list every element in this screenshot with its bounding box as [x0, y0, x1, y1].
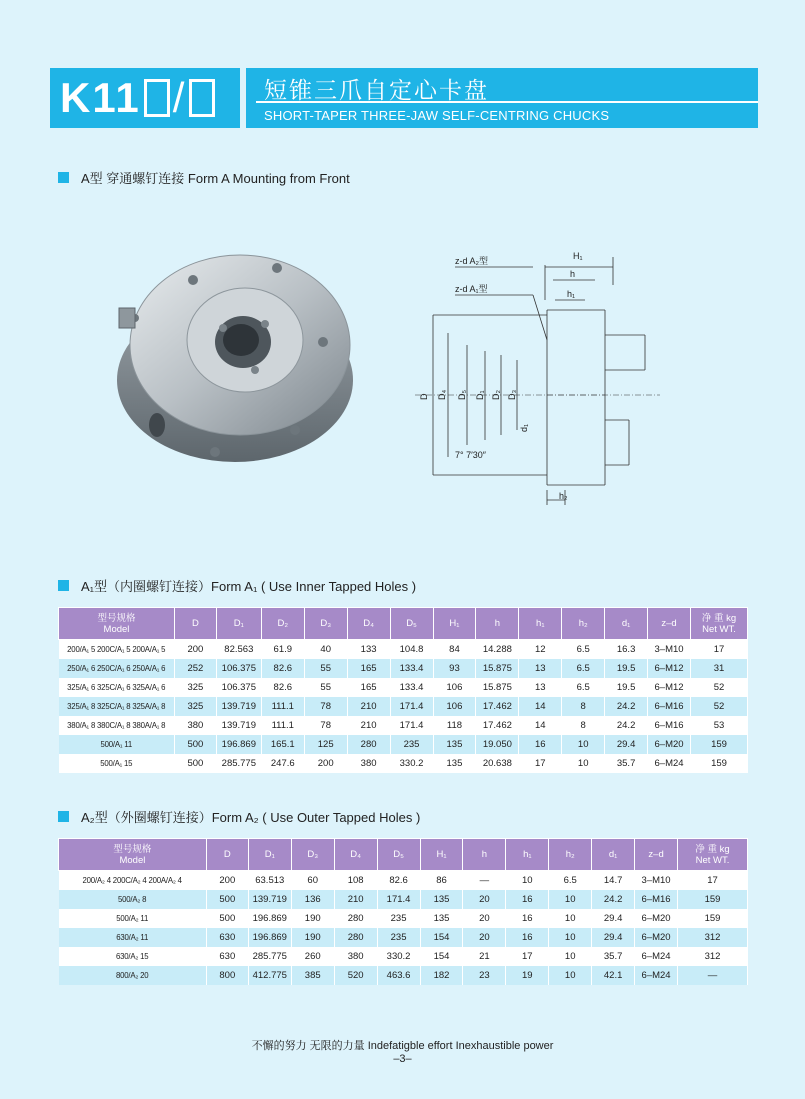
value-cell: 10	[549, 966, 592, 985]
value-cell: 55	[304, 678, 347, 697]
value-cell: 190	[291, 928, 334, 947]
page-title-en: SHORT-TAPER THREE-JAW SELF-CENTRING CHUCKS	[264, 108, 610, 123]
model-cell: 380/A₁ 8 380C/A₁ 8 380A/A₁ 8	[59, 716, 175, 735]
value-cell: 385	[291, 966, 334, 985]
value-cell: 235	[377, 909, 420, 928]
table-header-row	[59, 608, 748, 640]
value-cell: 6.5	[562, 640, 605, 659]
value-cell: 14	[519, 697, 562, 716]
table-row	[59, 909, 748, 928]
value-cell: 171.4	[377, 890, 420, 909]
value-cell: 165	[347, 659, 390, 678]
col-D3: D₃	[304, 608, 347, 640]
value-cell: 17	[691, 640, 748, 659]
col-D1: D₁	[216, 608, 261, 640]
dim-D2: D₂	[491, 390, 501, 400]
table-row	[59, 735, 748, 754]
value-cell: 24.2	[592, 890, 635, 909]
model-cell: 325/A₁ 8 325C/A₁ 8 325A/A₁ 8	[59, 697, 175, 716]
value-cell: 171.4	[390, 697, 433, 716]
value-cell: 15.875	[476, 659, 519, 678]
value-cell: 82.6	[377, 871, 420, 890]
value-cell: 82.563	[216, 640, 261, 659]
value-cell: 19.5	[605, 678, 648, 697]
model-cell: 630/A₂ 11	[59, 928, 207, 947]
value-cell: 6–M16	[648, 716, 691, 735]
value-cell: 260	[291, 947, 334, 966]
value-cell: 16.3	[605, 640, 648, 659]
value-cell: 78	[304, 697, 347, 716]
value-cell: 106	[433, 697, 476, 716]
value-cell: 136	[291, 890, 334, 909]
dim-h: h	[570, 269, 576, 279]
value-cell: 17	[678, 871, 748, 890]
value-cell: 10	[506, 871, 549, 890]
value-cell: 106	[433, 678, 476, 697]
label-za1: z-d A₁型	[455, 284, 488, 294]
col-D: D	[174, 608, 216, 640]
col-H1: H₁	[433, 608, 476, 640]
value-cell: 20.638	[476, 754, 519, 773]
col-D5: D₅	[390, 608, 433, 640]
placeholder-box-icon	[189, 79, 215, 117]
value-cell: 10	[549, 947, 592, 966]
value-cell: 6–M16	[648, 697, 691, 716]
section-heading-form-a	[58, 168, 350, 187]
col-h1: h₁	[506, 839, 549, 871]
model-cell: 200/A₂ 4 200C/A₂ 4 200A/A₂ 4	[59, 871, 207, 890]
value-cell: 412.775	[248, 966, 291, 985]
chuck-technical-drawing	[415, 245, 665, 510]
value-cell: 139.719	[216, 716, 261, 735]
value-cell: 135	[420, 909, 463, 928]
value-cell: 200	[304, 754, 347, 773]
value-cell: 24.2	[605, 716, 648, 735]
value-cell: 14.288	[476, 640, 519, 659]
col-D4: D₄	[334, 839, 377, 871]
value-cell: 330.2	[390, 754, 433, 773]
value-cell: 63.513	[248, 871, 291, 890]
value-cell: 20	[463, 928, 506, 947]
value-cell: 118	[433, 716, 476, 735]
value-cell: 108	[334, 871, 377, 890]
model-code-prefix: K11	[60, 74, 141, 121]
model-cell: 630/A₂ 15	[59, 947, 207, 966]
value-cell: 520	[334, 966, 377, 985]
value-cell: 29.4	[592, 928, 635, 947]
value-cell: 104.8	[390, 640, 433, 659]
placeholder-box-icon	[144, 79, 170, 117]
value-cell: 252	[174, 659, 216, 678]
col-d1: d₁	[605, 608, 648, 640]
value-cell: 14.7	[592, 871, 635, 890]
value-cell: 6–M24	[648, 754, 691, 773]
col-net-weight: 净 重 kg Net WT.	[691, 608, 748, 640]
value-cell: 325	[174, 697, 216, 716]
value-cell: 29.4	[605, 735, 648, 754]
value-cell: 6–M20	[648, 735, 691, 754]
dim-d1: d₁	[519, 423, 529, 432]
value-cell: 280	[334, 928, 377, 947]
value-cell: 93	[433, 659, 476, 678]
value-cell: 6–M24	[635, 966, 678, 985]
col-model: 型号规格 Model	[59, 608, 175, 640]
dim-D: D	[419, 393, 429, 400]
table-row	[59, 640, 748, 659]
value-cell: 135	[433, 754, 476, 773]
col-h2: h₂	[549, 839, 592, 871]
section-marker-icon	[58, 811, 69, 822]
value-cell: 55	[304, 659, 347, 678]
value-cell: 182	[420, 966, 463, 985]
value-cell: 84	[433, 640, 476, 659]
value-cell: 6.5	[549, 871, 592, 890]
value-cell: 52	[691, 678, 748, 697]
section-heading-a1	[58, 576, 416, 595]
value-cell: 312	[678, 928, 748, 947]
dim-D3: D₃	[507, 389, 517, 400]
value-cell: 325	[174, 678, 216, 697]
value-cell: 16	[506, 928, 549, 947]
value-cell: 19	[506, 966, 549, 985]
dim-h2: h₂	[559, 491, 568, 501]
value-cell: 52	[691, 697, 748, 716]
value-cell: 111.1	[261, 697, 304, 716]
value-cell: 133.4	[390, 659, 433, 678]
dim-D1: D₁	[475, 390, 485, 400]
value-cell: 19.050	[476, 735, 519, 754]
value-cell: 10	[562, 754, 605, 773]
section-heading-a2	[58, 807, 420, 826]
model-code-slash: /	[172, 74, 187, 121]
spec-table-a2	[58, 838, 748, 985]
value-cell: 285.775	[248, 947, 291, 966]
value-cell: 10	[562, 735, 605, 754]
value-cell: 630	[206, 947, 248, 966]
value-cell: 17	[506, 947, 549, 966]
chuck-photo	[105, 240, 355, 470]
col-h2: h₂	[562, 608, 605, 640]
value-cell: 15.875	[476, 678, 519, 697]
value-cell: 159	[691, 754, 748, 773]
value-cell: 23	[463, 966, 506, 985]
value-cell: 19.5	[605, 659, 648, 678]
value-cell: 500	[174, 735, 216, 754]
value-cell: 6–M20	[635, 909, 678, 928]
value-cell: 35.7	[592, 947, 635, 966]
value-cell: 40	[304, 640, 347, 659]
value-cell: 106.375	[216, 659, 261, 678]
value-cell: 3–M10	[635, 871, 678, 890]
value-cell: 53	[691, 716, 748, 735]
value-cell: 630	[206, 928, 248, 947]
angle-label: 7° 7′30″	[455, 450, 486, 460]
value-cell: 20	[463, 909, 506, 928]
value-cell: 800	[206, 966, 248, 985]
col-net-weight: 净 重 kg Net WT.	[678, 839, 748, 871]
value-cell: 60	[291, 871, 334, 890]
col-h1: h₁	[519, 608, 562, 640]
value-cell: 6–M20	[635, 928, 678, 947]
title-box	[246, 68, 758, 128]
model-cell: 500/A₁ 15	[59, 754, 175, 773]
page-header	[50, 68, 758, 128]
title-divider	[256, 101, 758, 103]
dim-h1: h₁	[567, 289, 576, 299]
value-cell: 463.6	[377, 966, 420, 985]
value-cell: 165.1	[261, 735, 304, 754]
value-cell: 82.6	[261, 659, 304, 678]
value-cell: 196.869	[216, 735, 261, 754]
col-zd: z–d	[648, 608, 691, 640]
value-cell: 13	[519, 659, 562, 678]
value-cell: 196.869	[248, 928, 291, 947]
section-heading-text: A型 穿通螺钉连接 Form A Mounting from Front	[81, 171, 350, 186]
model-code-box	[50, 68, 240, 128]
value-cell: 135	[420, 890, 463, 909]
value-cell: 154	[420, 947, 463, 966]
table-row	[59, 754, 748, 773]
value-cell: —	[463, 871, 506, 890]
value-cell: 20	[463, 890, 506, 909]
value-cell: 17	[519, 754, 562, 773]
value-cell: 380	[334, 947, 377, 966]
value-cell: 14	[519, 716, 562, 735]
section-heading-text: A₁型（内圈螺钉连接）Form A₁ ( Use Inner Tapped Holes )	[81, 579, 417, 594]
value-cell: 16	[506, 890, 549, 909]
col-D3: D₃	[291, 839, 334, 871]
value-cell: 6–M24	[635, 947, 678, 966]
value-cell: 29.4	[592, 909, 635, 928]
value-cell: 285.775	[216, 754, 261, 773]
value-cell: 35.7	[605, 754, 648, 773]
col-D: D	[206, 839, 248, 871]
value-cell: 16	[506, 909, 549, 928]
value-cell: 210	[334, 890, 377, 909]
model-cell: 800/A₂ 20	[59, 966, 207, 985]
col-d1: d₁	[592, 839, 635, 871]
value-cell: 10	[549, 890, 592, 909]
section-marker-icon	[58, 580, 69, 591]
value-cell: 312	[678, 947, 748, 966]
col-D2: D₂	[261, 608, 304, 640]
value-cell: 78	[304, 716, 347, 735]
model-cell: 325/A₁ 6 325C/A₁ 6 325A/A₁ 6	[59, 678, 175, 697]
col-D1: D₁	[248, 839, 291, 871]
value-cell: 330.2	[377, 947, 420, 966]
value-cell: 13	[519, 678, 562, 697]
value-cell: 196.869	[248, 909, 291, 928]
value-cell: 159	[691, 735, 748, 754]
model-cell: 500/A₁ 11	[59, 735, 175, 754]
value-cell: 133.4	[390, 678, 433, 697]
value-cell: 61.9	[261, 640, 304, 659]
model-cell: 500/A₂ 11	[59, 909, 207, 928]
value-cell: 16	[519, 735, 562, 754]
page-number: –3–	[393, 1053, 412, 1065]
value-cell: 159	[678, 890, 748, 909]
value-cell: 235	[377, 928, 420, 947]
value-cell: 8	[562, 697, 605, 716]
value-cell: 6–M16	[635, 890, 678, 909]
value-cell: 210	[347, 697, 390, 716]
value-cell: 380	[174, 716, 216, 735]
value-cell: 154	[420, 928, 463, 947]
value-cell: 10	[549, 928, 592, 947]
table-row	[59, 947, 748, 966]
value-cell: 159	[678, 909, 748, 928]
value-cell: 31	[691, 659, 748, 678]
value-cell: 6.5	[562, 659, 605, 678]
col-h: h	[476, 608, 519, 640]
value-cell: 17.462	[476, 697, 519, 716]
table-row	[59, 659, 748, 678]
model-cell: 250/A₁ 6 250C/A₁ 6 250A/A₁ 6	[59, 659, 175, 678]
model-cell: 500/A₂ 8	[59, 890, 207, 909]
value-cell: 210	[347, 716, 390, 735]
table-row	[59, 697, 748, 716]
value-cell: 125	[304, 735, 347, 754]
table-header-row	[59, 839, 748, 871]
section-heading-text: A₂型（外圈螺钉连接）Form A₂ ( Use Outer Tapped Holes )	[81, 810, 421, 825]
col-h: h	[463, 839, 506, 871]
value-cell: 139.719	[216, 697, 261, 716]
value-cell: 106.375	[216, 678, 261, 697]
value-cell: 165	[347, 678, 390, 697]
value-cell: 111.1	[261, 716, 304, 735]
value-cell: 12	[519, 640, 562, 659]
value-cell: 42.1	[592, 966, 635, 985]
value-cell: 3–M10	[648, 640, 691, 659]
value-cell: 247.6	[261, 754, 304, 773]
value-cell: 6.5	[562, 678, 605, 697]
value-cell: 6–M12	[648, 659, 691, 678]
value-cell: 135	[433, 735, 476, 754]
col-H1: H₁	[420, 839, 463, 871]
value-cell: 235	[390, 735, 433, 754]
value-cell: 21	[463, 947, 506, 966]
col-zd: z–d	[635, 839, 678, 871]
value-cell: 24.2	[605, 697, 648, 716]
value-cell: 380	[347, 754, 390, 773]
value-cell: 82.6	[261, 678, 304, 697]
page-title-cn: 短锥三爪自定心卡盘	[264, 77, 489, 103]
value-cell: 86	[420, 871, 463, 890]
col-D5: D₅	[377, 839, 420, 871]
table-row	[59, 928, 748, 947]
table-row	[59, 890, 748, 909]
section-marker-icon	[58, 172, 69, 183]
value-cell: 500	[206, 909, 248, 928]
value-cell: —	[678, 966, 748, 985]
table-row	[59, 966, 748, 985]
dim-D4: D₄	[437, 389, 447, 400]
value-cell: 133	[347, 640, 390, 659]
value-cell: 200	[174, 640, 216, 659]
spec-table-a1	[58, 607, 748, 773]
value-cell: 10	[549, 909, 592, 928]
value-cell: 171.4	[390, 716, 433, 735]
value-cell: 6–M12	[648, 678, 691, 697]
model-cell: 200/A₁ 5 200C/A₁ 5 200A/A₁ 5	[59, 640, 175, 659]
value-cell: 200	[206, 871, 248, 890]
label-za2: z-d A₂型	[455, 256, 489, 266]
dim-D5: D₅	[457, 389, 467, 400]
value-cell: 500	[174, 754, 216, 773]
value-cell: 8	[562, 716, 605, 735]
footer-slogan: 不懈的努力 无限的力量 Indefatigble effort Inexhaustible power	[251, 1040, 554, 1052]
value-cell: 139.719	[248, 890, 291, 909]
value-cell: 280	[347, 735, 390, 754]
table-row	[59, 716, 748, 735]
value-cell: 280	[334, 909, 377, 928]
value-cell: 190	[291, 909, 334, 928]
col-model: 型号规格 Model	[59, 839, 207, 871]
table-row	[59, 871, 748, 890]
value-cell: 17.462	[476, 716, 519, 735]
col-D4: D₄	[347, 608, 390, 640]
value-cell: 500	[206, 890, 248, 909]
table-row	[59, 678, 748, 697]
dim-H1: H₁	[573, 251, 583, 261]
